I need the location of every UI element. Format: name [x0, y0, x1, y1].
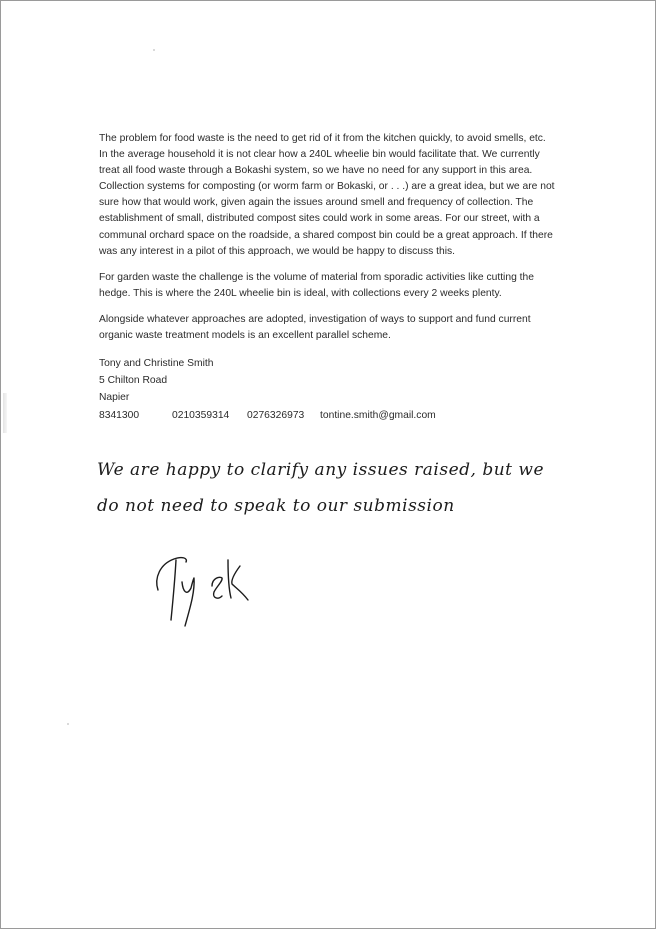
text-line: treat all food waste through a Bokashi system, so we have no need for any support in this area.	[99, 165, 533, 177]
paragraph-funding	[99, 312, 559, 344]
text-line: sure how that would work, given again the issues around smell and frequency of collection. The	[99, 197, 534, 209]
phone-number: 8341300	[99, 409, 140, 421]
signature-stroke	[232, 566, 248, 600]
scan-artifact	[3, 393, 7, 433]
signature-stroke	[212, 577, 222, 598]
email-address: tontine.smith@gmail.com	[320, 409, 436, 421]
phone-number: 0210359314	[172, 409, 230, 421]
text-line: Alongside whatever approaches are adopted, investigation of ways to support and fund current	[99, 313, 531, 325]
text-line: establishment of small, distributed compost sites could work in some areas. For our street, with a	[99, 213, 540, 225]
text-line: For garden waste the challenge is the volume of material from sporadic activities like cutting the	[99, 271, 534, 283]
contact-row	[99, 407, 436, 424]
sender-details	[99, 355, 436, 424]
text-line: organic waste treatment models is an excellent parallel scheme.	[99, 330, 391, 342]
letter-body	[99, 131, 559, 354]
text-line: The problem for food waste is the need to get rid of it from the kitchen quickly, to avoid smells, etc.	[99, 133, 546, 144]
signature	[152, 548, 276, 636]
text-line: was any interest in a pilot of this approach, we would be happy to discuss this.	[99, 245, 456, 257]
sender-names: Tony and Christine Smith	[99, 358, 214, 369]
sender-street: 5 Chilton Road	[99, 375, 168, 387]
signature-stroke	[182, 578, 194, 626]
text-line: In the average household it is not clear how a 240L wheelie bin would facilitate that. We currently	[99, 149, 540, 161]
scan-speck	[67, 723, 69, 725]
signature-stroke	[171, 560, 176, 620]
paragraph-food-waste	[99, 131, 559, 260]
scan-speck	[153, 49, 155, 51]
signature-stroke	[228, 560, 231, 598]
sender-city: Napier	[99, 392, 130, 404]
text-line: communal orchard space on the roadside, a shared compost bin could be a great approach. If there	[99, 229, 553, 241]
text-line: Collection systems for composting (or worm farm or Bokaski, or . . .) are a great idea, but we are not	[99, 181, 555, 193]
handwritten-line: do not need to speak to our submission	[97, 496, 455, 516]
handwritten-note	[97, 452, 557, 524]
paragraph-garden-waste	[99, 270, 559, 302]
phone-number: 0276326973	[247, 409, 305, 421]
handwritten-line: We are happy to clarify any issues raised, but we	[97, 460, 545, 480]
text-line: hedge. This is where the 240L wheelie bin is ideal, with collections every 2 weeks plenty.	[99, 287, 502, 299]
